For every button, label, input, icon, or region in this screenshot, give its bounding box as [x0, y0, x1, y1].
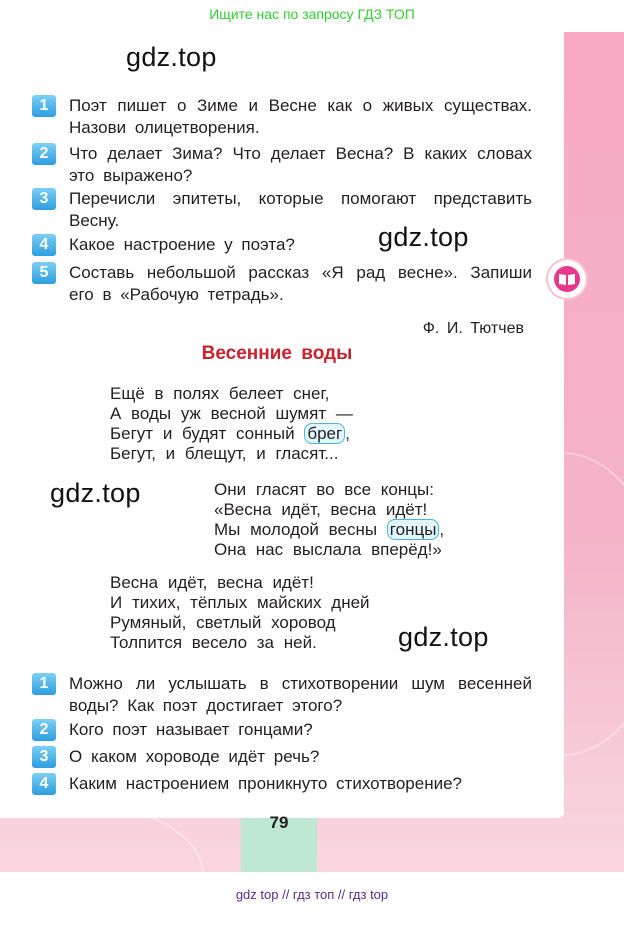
poem-line — [110, 424, 353, 444]
poem-line-part: , — [345, 424, 350, 443]
watermark: gdz.top — [398, 622, 489, 652]
poem-line: Бегут, и блещут, и гласят... — [110, 444, 339, 463]
question-number-badge: 2 — [32, 719, 56, 741]
question-text: Какое настроение у поэта? — [69, 235, 295, 254]
question-text: Что делает Зима? Что делает Весна? В каких словах это выражено? — [69, 144, 532, 185]
question-item — [32, 773, 532, 795]
poem-line: И тихих, тёплых майских дней — [110, 593, 370, 612]
question-item — [32, 746, 532, 768]
question-number-badge: 2 — [32, 143, 56, 165]
poem-line: Румяный, светлый хоровод — [110, 613, 336, 632]
poem-stanza-2 — [214, 480, 444, 560]
question-number-badge: 3 — [32, 746, 56, 768]
poem-stanza-1 — [110, 384, 353, 464]
watermark: gdz.top — [126, 42, 217, 72]
highlighted-word: брег — [304, 423, 345, 444]
question-number-badge: 1 — [32, 673, 56, 695]
question-number-badge: 4 — [32, 234, 56, 256]
highlighted-word: гонцы — [387, 519, 440, 540]
poem-line — [214, 520, 444, 540]
poem-line: Ещё в полях белеет снег, — [110, 384, 330, 403]
poem-line-part: Мы молодой весны — [214, 520, 387, 539]
poem-line: «Весна идёт, весна идёт! — [214, 500, 428, 519]
poem-line: Они гласят во все концы: — [214, 480, 434, 499]
question-number-badge: 5 — [32, 262, 56, 284]
bottom-banner[interactable]: gdz top // гдз топ // гдз top — [235, 887, 389, 902]
decorative-swirl — [0, 802, 204, 946]
page-number: 79 — [269, 813, 289, 832]
question-number-badge: 3 — [32, 188, 56, 210]
book-icon — [548, 260, 586, 298]
question-text: Можно ли услышать в стихотворении шум весенней воды? Как поэт достигает этого? — [69, 674, 532, 715]
question-text: Составь небольшой рассказ «Я рад весне». Запиши его в «Рабочую тетрадь». — [69, 263, 532, 304]
question-text: О каком хороводе идёт речь? — [69, 747, 320, 766]
poem-line: Толпится весело за ней. — [110, 633, 317, 652]
book-icon-inner — [554, 266, 580, 292]
question-text: Поэт пишет о Зиме и Весне как о живых существах. Назови олицетворения. — [69, 96, 532, 137]
watermark: gdz.top — [378, 222, 469, 252]
question-item — [32, 234, 532, 256]
poem-line-part: Бегут и будят сонный — [110, 424, 305, 443]
question-item — [32, 188, 532, 232]
watermark: gdz.top — [50, 478, 141, 508]
poem-title: Весенние воды — [201, 343, 353, 364]
question-text: Перечисли эпитеты, которые помогают представить Весну. — [69, 189, 532, 230]
top-banner[interactable]: Ищите нас по запросу ГДЗ ТОП — [209, 6, 415, 22]
poem-stanza-3 — [110, 573, 370, 653]
poem-line: А воды уж весной шумят — — [110, 404, 353, 423]
question-item — [32, 262, 532, 306]
poem-line-part: , — [439, 520, 445, 539]
question-text: Кого поэт называет гонцами? — [69, 720, 313, 739]
question-item — [32, 95, 532, 139]
question-item — [32, 719, 532, 741]
question-item — [32, 143, 532, 187]
question-number-badge: 1 — [32, 95, 56, 117]
poem-line: Она нас выслала вперёд!» — [214, 540, 442, 559]
question-text: Каким настроением проникнуто стихотворение? — [69, 774, 462, 793]
poem-line: Весна идёт, весна идёт! — [110, 573, 314, 592]
question-number-badge: 4 — [32, 773, 56, 795]
poem-author: Ф. И. Тютчев — [422, 320, 524, 337]
question-item — [32, 673, 532, 717]
